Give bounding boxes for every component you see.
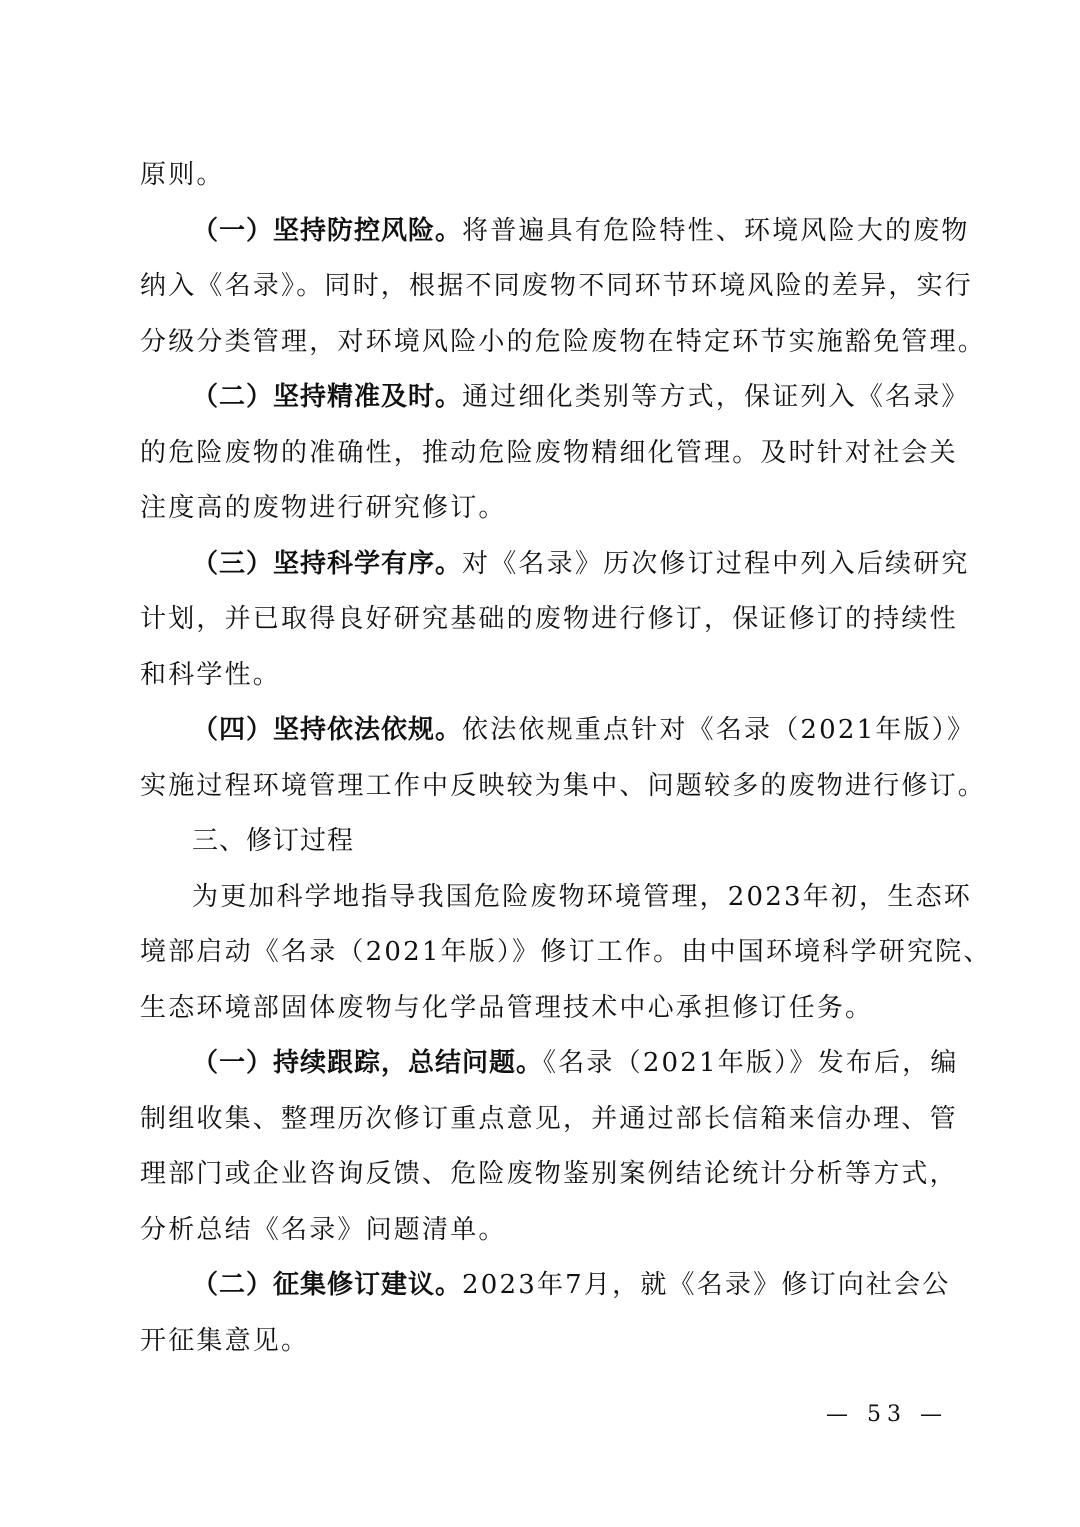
process-intro-line-3 bbox=[140, 981, 940, 1037]
text-line: 理部门或企业咨询反馈、危险废物鉴别案例结论统计分析等方式， bbox=[140, 1159, 958, 1189]
text-line: 和科学性。 bbox=[140, 659, 282, 690]
text-line: 为更加科学地指导我国危险废物环境管理，2023年初，生态环 bbox=[192, 881, 972, 912]
process-1-heading: （一）持续跟踪，总结问题。 bbox=[192, 1048, 544, 1078]
principle-3-line-3 bbox=[140, 648, 940, 704]
process-1-line-4 bbox=[140, 1203, 940, 1259]
paragraph-continuation bbox=[140, 148, 940, 204]
principle-2-line-3 bbox=[140, 481, 940, 537]
principle-4-line-2 bbox=[140, 759, 987, 815]
process-1-line-2 bbox=[140, 1092, 958, 1148]
principle-1-line-1 bbox=[140, 204, 970, 260]
process-intro-line-1 bbox=[140, 870, 972, 926]
principle-3-line-2 bbox=[140, 592, 958, 648]
text-line: 注度高的废物进行研究修订。 bbox=[140, 493, 507, 523]
text-line: 制组收集、整理历次修订重点意见，并通过部长信箱来信办理、管 bbox=[140, 1103, 958, 1134]
process-2-line-1 bbox=[140, 1258, 951, 1314]
text-line: 依法依规重点针对《名录（2021年版）》 bbox=[462, 715, 976, 745]
text-line: 纳入《名录》。同时，根据不同废物不同环节环境风险的差异，实行 bbox=[140, 271, 974, 301]
principle-3-heading: （三）坚持科学有序。 bbox=[192, 548, 463, 579]
text-line: 《名录（2021年版）》发布后，编 bbox=[543, 1048, 959, 1078]
text-line: 将普遍具有危险特性、环境风险大的废物 bbox=[462, 215, 970, 246]
principle-2-line-2 bbox=[140, 426, 958, 482]
principle-4-heading: （四）坚持依法依规。 bbox=[192, 715, 463, 745]
text-line: 实施过程环境管理工作中反映较为集中、问题较多的废物进行修订。 bbox=[140, 770, 987, 801]
page-number: — 53 — bbox=[826, 1402, 948, 1427]
text-line: 计划，并已取得良好研究基础的废物进行修订，保证修订的持续性 bbox=[140, 604, 958, 634]
text-line: 境部启动《名录（2021年版）》修订工作。由中国环境科学研究院、 bbox=[140, 937, 992, 967]
principle-2-heading: （二）坚持精准及时。 bbox=[192, 382, 463, 412]
text-line: 通过细化类别等方式，保证列入《名录》 bbox=[462, 382, 970, 412]
principle-1-heading: （一）坚持防控风险。 bbox=[192, 215, 463, 246]
principle-1-line-3 bbox=[140, 315, 987, 371]
text-line: 的危险废物的准确性，推动危险废物精细化管理。及时针对社会关 bbox=[140, 437, 958, 468]
text-line: 2023年7月，就《名录》修订向社会公 bbox=[462, 1270, 951, 1300]
process-1-line-1 bbox=[140, 1036, 959, 1092]
text-line: 开征集意见。 bbox=[140, 1325, 310, 1356]
process-2-line-2 bbox=[140, 1314, 940, 1370]
section-heading bbox=[140, 814, 940, 870]
text-line: 生态环境部固体废物与化学品管理技术中心承担修订任务。 bbox=[140, 992, 874, 1023]
process-2-heading: （二）征集修订建议。 bbox=[192, 1270, 463, 1300]
process-1-line-3 bbox=[140, 1147, 958, 1203]
text-line: 分级分类管理，对环境风险小的危险废物在特定环节实施豁免管理。 bbox=[140, 326, 987, 357]
text-line: 对《名录》历次修订过程中列入后续研究 bbox=[462, 548, 970, 579]
text-line: 原则。 bbox=[140, 160, 225, 190]
principle-3-line-1 bbox=[140, 537, 970, 593]
process-intro-line-2 bbox=[140, 925, 992, 981]
principle-2-line-1 bbox=[140, 370, 970, 426]
principle-4-line-1 bbox=[140, 703, 976, 759]
section-title: 三、修订过程 bbox=[192, 826, 355, 856]
document-body bbox=[140, 148, 992, 1369]
principle-1-line-2 bbox=[140, 259, 974, 315]
text-line: 分析总结《名录》问题清单。 bbox=[140, 1214, 507, 1245]
